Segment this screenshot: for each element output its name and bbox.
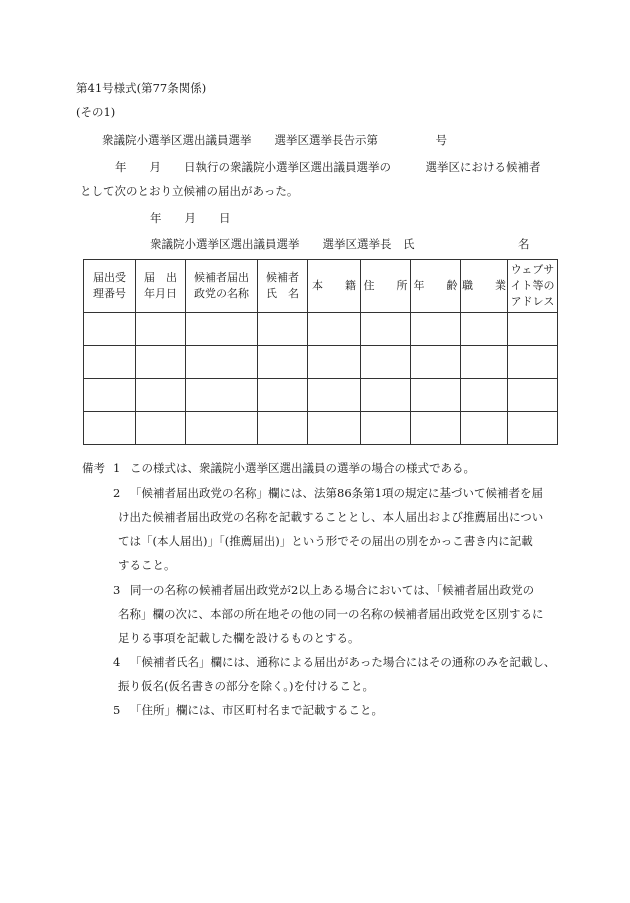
table-cell [361, 412, 411, 445]
table-cell [84, 313, 136, 346]
table-cell [308, 379, 361, 412]
body-line-2: として次のとおり立候補の届出があった。 [80, 184, 299, 198]
table-cell [186, 346, 258, 379]
table-cell [84, 346, 136, 379]
remark-line: この様式は、衆議院小選挙区選出議員の選挙の場合の様式である。 [130, 461, 475, 475]
signature-line: 衆議院小選挙区選出議員選挙 選挙区選挙長 氏 名 [150, 237, 530, 251]
table-cell [258, 346, 308, 379]
body-line-1: 年 月 日執行の衆議院小選挙区選出議員選挙の 選挙区における候補者 [115, 160, 541, 174]
table-cell [136, 346, 186, 379]
table-cell [308, 412, 361, 445]
header-address: 住 所 [361, 260, 411, 313]
table-cell [461, 379, 508, 412]
header-occupation: 職 業 [461, 260, 508, 313]
form-title: 第41号様式(第77条関係) [76, 81, 207, 95]
table-cell [411, 412, 461, 445]
table-cell [258, 412, 308, 445]
table-cell [84, 412, 136, 445]
table-row [84, 346, 558, 379]
form-part: (その1) [76, 105, 116, 119]
table-row [84, 379, 558, 412]
remark-number: 2 [113, 486, 121, 500]
table-row [84, 412, 558, 445]
remark-number: 5 [113, 703, 121, 717]
table-cell [461, 346, 508, 379]
table-cell [508, 346, 558, 379]
table-cell [508, 412, 558, 445]
table-cell [461, 412, 508, 445]
header-party-name: 候補者届出 政党の名称 [186, 260, 258, 313]
remark-line: け出た候補者届出政党の名称を記載することとし、本人届出および推薦届出につい [118, 510, 544, 524]
remark-number: 3 [113, 583, 121, 597]
remark-line: 足りる事項を記載した欄を設けるものとする。 [118, 631, 360, 645]
remark-line: 名称」欄の次に、本部の所在地その他の同一の名称の候補者届出政党を区別するに [118, 607, 544, 621]
notice-line: 衆議院小選挙区選出議員選挙 選挙区選挙長告示第 号 [102, 133, 447, 147]
header-domicile: 本 籍 [308, 260, 361, 313]
remark-line: ては「(本人届出)」「(推薦届出)」という形でその届出の別をかっこ書き内に記載 [118, 534, 533, 548]
table-cell [411, 313, 461, 346]
candidate-table [83, 259, 558, 445]
table-cell [361, 379, 411, 412]
table-cell [136, 412, 186, 445]
remark-number: 4 [113, 655, 121, 669]
header-filing-date: 届 出 年月日 [136, 260, 186, 313]
table-cell [136, 379, 186, 412]
table-cell [308, 346, 361, 379]
table-cell [84, 379, 136, 412]
table-cell [411, 379, 461, 412]
table-row [84, 313, 558, 346]
table-cell [308, 313, 361, 346]
remark-line: 「候補者氏名」欄には、通称による届出があった場合にはその通称のみを記載し、 [130, 655, 556, 669]
table-cell [136, 313, 186, 346]
table-cell [361, 346, 411, 379]
remark-number: 1 [113, 461, 121, 475]
table-cell [186, 412, 258, 445]
table-cell [411, 346, 461, 379]
date-line: 年 月 日 [150, 211, 231, 225]
header-candidate-name: 候補者 氏 名 [258, 260, 308, 313]
header-receipt-number: 届出受 理番号 [84, 260, 136, 313]
remark-line: 「候補者届出政党の名称」欄には、法第86条第1項の規定に基づいて候補者を届 [130, 486, 543, 500]
header-age: 年 齢 [411, 260, 461, 313]
remarks-label: 備考 [82, 461, 105, 475]
table-cell [508, 379, 558, 412]
remark-line: すること。 [118, 558, 176, 572]
table-cell [361, 313, 411, 346]
table-cell [186, 313, 258, 346]
table-cell [186, 379, 258, 412]
table-cell [258, 313, 308, 346]
remark-line: 同一の名称の候補者届出政党が2以上ある場合においては、「候補者届出政党の [130, 583, 535, 597]
remark-line: 振り仮名(仮名書きの部分を除く。)を付けること。 [118, 679, 374, 693]
table-header-row [84, 260, 558, 313]
table-cell [508, 313, 558, 346]
header-website: ウェブサ イト等の アドレス [508, 260, 558, 313]
remark-line: 「住所」欄には、市区町村名まで記載すること。 [130, 703, 383, 717]
table-cell [461, 313, 508, 346]
table-cell [258, 379, 308, 412]
